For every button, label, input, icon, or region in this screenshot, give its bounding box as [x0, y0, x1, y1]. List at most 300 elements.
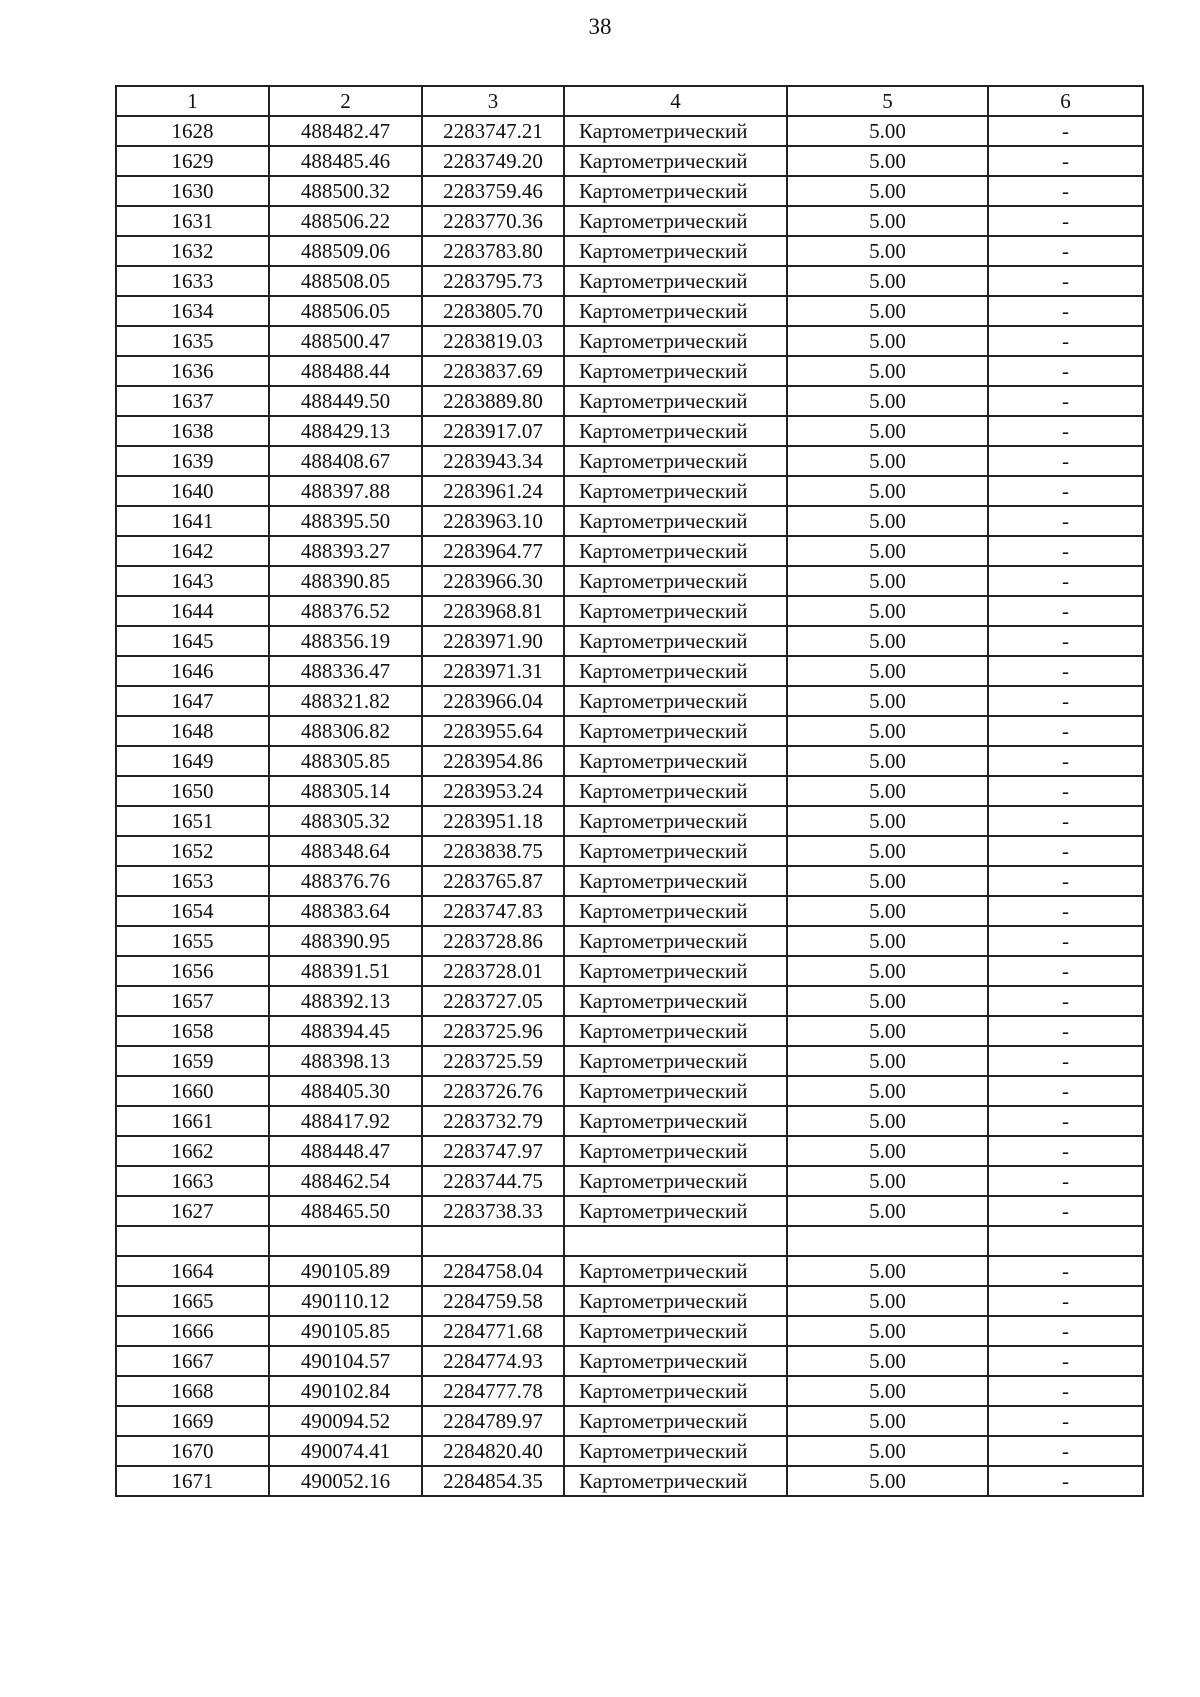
note-cell: - [988, 266, 1143, 296]
x-coordinate-cell: 488392.13 [269, 986, 422, 1016]
point-number-cell: 1659 [116, 1046, 269, 1076]
y-coordinate-cell: 2283725.96 [422, 1016, 564, 1046]
note-cell: - [988, 146, 1143, 176]
method-cell: Картометрический [564, 566, 787, 596]
point-number-cell: 1664 [116, 1256, 269, 1286]
note-cell: - [988, 776, 1143, 806]
accuracy-cell: 5.00 [787, 326, 988, 356]
note-cell: - [988, 506, 1143, 536]
note-cell: - [988, 926, 1143, 956]
method-cell: Картометрический [564, 1136, 787, 1166]
y-coordinate-cell: 2283728.01 [422, 956, 564, 986]
accuracy-cell: 5.00 [787, 386, 988, 416]
accuracy-cell: 5.00 [787, 1286, 988, 1316]
point-number-cell: 1650 [116, 776, 269, 806]
accuracy-cell: 5.00 [787, 1106, 988, 1136]
note-cell: - [988, 1316, 1143, 1346]
x-coordinate-cell: 488508.05 [269, 266, 422, 296]
point-number-cell: 1640 [116, 476, 269, 506]
accuracy-cell: 5.00 [787, 206, 988, 236]
table-row [116, 716, 1143, 746]
point-number-cell: 1658 [116, 1016, 269, 1046]
table-row [116, 536, 1143, 566]
method-cell: Картометрический [564, 896, 787, 926]
note-cell: - [988, 686, 1143, 716]
x-coordinate-cell: 488395.50 [269, 506, 422, 536]
x-coordinate-cell: 490104.57 [269, 1346, 422, 1376]
note-cell: - [988, 326, 1143, 356]
method-cell: Картометрический [564, 926, 787, 956]
x-coordinate-cell: 488488.44 [269, 356, 422, 386]
table-row [116, 356, 1143, 386]
accuracy-cell: 5.00 [787, 1466, 988, 1496]
accuracy-cell: 5.00 [787, 836, 988, 866]
x-coordinate-cell: 488305.85 [269, 746, 422, 776]
table-row [116, 686, 1143, 716]
y-coordinate-cell: 2283732.79 [422, 1106, 564, 1136]
x-coordinate-cell: 490094.52 [269, 1406, 422, 1436]
x-coordinate-cell: 488391.51 [269, 956, 422, 986]
header-cell: 6 [988, 86, 1143, 116]
x-coordinate-cell: 488336.47 [269, 656, 422, 686]
y-coordinate-cell: 2283951.18 [422, 806, 564, 836]
note-cell: - [988, 566, 1143, 596]
method-cell: Картометрический [564, 956, 787, 986]
point-number-cell: 1632 [116, 236, 269, 266]
note-cell: - [988, 1046, 1143, 1076]
accuracy-cell: 5.00 [787, 776, 988, 806]
point-number-cell: 1633 [116, 266, 269, 296]
table-row [116, 866, 1143, 896]
table-row [116, 266, 1143, 296]
method-cell: Картометрический [564, 1166, 787, 1196]
note-cell: - [988, 116, 1143, 146]
method-cell: Картометрический [564, 326, 787, 356]
y-coordinate-cell: 2283968.81 [422, 596, 564, 626]
accuracy-cell: 5.00 [787, 596, 988, 626]
y-coordinate-cell: 2283783.80 [422, 236, 564, 266]
y-coordinate-cell: 2283838.75 [422, 836, 564, 866]
x-coordinate-cell: 488394.45 [269, 1016, 422, 1046]
x-coordinate-cell: 488305.32 [269, 806, 422, 836]
point-number-cell: 1646 [116, 656, 269, 686]
note-cell: - [988, 356, 1143, 386]
table-row [116, 176, 1143, 206]
accuracy-cell: 5.00 [787, 1316, 988, 1346]
table-row [116, 1136, 1143, 1166]
table-row [116, 416, 1143, 446]
method-cell: Картометрический [564, 836, 787, 866]
method-cell: Картометрический [564, 296, 787, 326]
method-cell: Картометрический [564, 416, 787, 446]
y-coordinate-cell: 2283953.24 [422, 776, 564, 806]
y-coordinate-cell: 2283837.69 [422, 356, 564, 386]
method-cell: Картометрический [564, 1076, 787, 1106]
accuracy-cell: 5.00 [787, 566, 988, 596]
x-coordinate-cell: 488465.50 [269, 1196, 422, 1226]
note-cell: - [988, 896, 1143, 926]
table-row [116, 326, 1143, 356]
coordinates-table-body [116, 86, 1143, 1496]
x-coordinate-cell: 488305.14 [269, 776, 422, 806]
note-cell: - [988, 536, 1143, 566]
method-cell: Картометрический [564, 506, 787, 536]
table-row [116, 146, 1143, 176]
point-number-cell: 1652 [116, 836, 269, 866]
table-row [116, 1436, 1143, 1466]
x-coordinate-cell: 488321.82 [269, 686, 422, 716]
method-cell: Картометрический [564, 656, 787, 686]
y-coordinate-cell: 2283971.90 [422, 626, 564, 656]
point-number-cell: 1628 [116, 116, 269, 146]
table-row [116, 1196, 1143, 1226]
x-coordinate-cell: 488449.50 [269, 386, 422, 416]
accuracy-cell: 5.00 [787, 1256, 988, 1286]
point-number-cell: 1642 [116, 536, 269, 566]
method-cell: Картометрический [564, 1436, 787, 1466]
note-cell: - [988, 956, 1143, 986]
y-coordinate-cell: 2283747.97 [422, 1136, 564, 1166]
note-cell: - [988, 1016, 1143, 1046]
table-row [116, 596, 1143, 626]
table-row [116, 1016, 1143, 1046]
point-number-cell: 1638 [116, 416, 269, 446]
note-cell: - [988, 746, 1143, 776]
point-number-cell: 1641 [116, 506, 269, 536]
point-number-cell: 1667 [116, 1346, 269, 1376]
x-coordinate-cell: 488506.05 [269, 296, 422, 326]
method-cell: Картометрический [564, 116, 787, 146]
table-row [116, 1316, 1143, 1346]
method-cell: Картометрический [564, 266, 787, 296]
note-cell: - [988, 176, 1143, 206]
accuracy-cell: 5.00 [787, 146, 988, 176]
table-header-row [116, 86, 1143, 116]
y-coordinate-cell: 2284789.97 [422, 1406, 564, 1436]
method-cell [564, 1226, 787, 1256]
point-number-cell: 1663 [116, 1166, 269, 1196]
table-row [116, 626, 1143, 656]
y-coordinate-cell [422, 1226, 564, 1256]
table-row [116, 1076, 1143, 1106]
point-number-cell: 1645 [116, 626, 269, 656]
method-cell: Картометрический [564, 446, 787, 476]
x-coordinate-cell: 488390.95 [269, 926, 422, 956]
table-row [116, 236, 1143, 266]
note-cell: - [988, 236, 1143, 266]
note-cell: - [988, 476, 1143, 506]
note-cell: - [988, 1076, 1143, 1106]
y-coordinate-cell: 2283889.80 [422, 386, 564, 416]
x-coordinate-cell: 488348.64 [269, 836, 422, 866]
method-cell: Картометрический [564, 686, 787, 716]
note-cell: - [988, 986, 1143, 1016]
table-row [116, 206, 1143, 236]
x-coordinate-cell: 488376.52 [269, 596, 422, 626]
point-number-cell: 1643 [116, 566, 269, 596]
y-coordinate-cell: 2283966.30 [422, 566, 564, 596]
method-cell: Картометрический [564, 176, 787, 206]
y-coordinate-cell: 2284758.04 [422, 1256, 564, 1286]
y-coordinate-cell: 2284854.35 [422, 1466, 564, 1496]
point-number-cell: 1655 [116, 926, 269, 956]
note-cell [988, 1226, 1143, 1256]
accuracy-cell: 5.00 [787, 1196, 988, 1226]
page-number: 38 [588, 14, 612, 39]
method-cell: Картометрический [564, 1196, 787, 1226]
method-cell: Картометрический [564, 476, 787, 506]
table-row [116, 506, 1143, 536]
point-number-cell: 1665 [116, 1286, 269, 1316]
x-coordinate-cell: 488356.19 [269, 626, 422, 656]
table-row [116, 1046, 1143, 1076]
method-cell: Картометрический [564, 146, 787, 176]
point-number-cell: 1668 [116, 1376, 269, 1406]
header-cell: 1 [116, 86, 269, 116]
accuracy-cell: 5.00 [787, 1346, 988, 1376]
y-coordinate-cell: 2283954.86 [422, 746, 564, 776]
table-row [116, 566, 1143, 596]
accuracy-cell: 5.00 [787, 296, 988, 326]
accuracy-cell: 5.00 [787, 356, 988, 386]
accuracy-cell: 5.00 [787, 1436, 988, 1466]
accuracy-cell: 5.00 [787, 116, 988, 146]
note-cell: - [988, 866, 1143, 896]
point-number-cell: 1648 [116, 716, 269, 746]
table-row [116, 806, 1143, 836]
method-cell: Картометрический [564, 1286, 787, 1316]
note-cell: - [988, 386, 1143, 416]
table-row [116, 776, 1143, 806]
accuracy-cell: 5.00 [787, 1136, 988, 1166]
y-coordinate-cell: 2284759.58 [422, 1286, 564, 1316]
method-cell: Картометрический [564, 1016, 787, 1046]
point-number-cell: 1661 [116, 1106, 269, 1136]
accuracy-cell: 5.00 [787, 446, 988, 476]
note-cell: - [988, 206, 1143, 236]
method-cell: Картометрический [564, 206, 787, 236]
accuracy-cell: 5.00 [787, 656, 988, 686]
note-cell: - [988, 626, 1143, 656]
header-cell: 5 [787, 86, 988, 116]
point-number-cell: 1644 [116, 596, 269, 626]
table-row [116, 476, 1143, 506]
x-coordinate-cell: 488408.67 [269, 446, 422, 476]
accuracy-cell: 5.00 [787, 506, 988, 536]
note-cell: - [988, 1436, 1143, 1466]
table-row [116, 1346, 1143, 1376]
method-cell: Картометрический [564, 986, 787, 1016]
note-cell: - [988, 656, 1143, 686]
method-cell: Картометрический [564, 386, 787, 416]
point-number-cell: 1662 [116, 1136, 269, 1166]
coordinates-table [115, 85, 1144, 1497]
note-cell: - [988, 1166, 1143, 1196]
table-row [116, 1226, 1143, 1256]
y-coordinate-cell: 2283770.36 [422, 206, 564, 236]
accuracy-cell: 5.00 [787, 716, 988, 746]
y-coordinate-cell: 2283749.20 [422, 146, 564, 176]
accuracy-cell: 5.00 [787, 866, 988, 896]
point-number-cell: 1670 [116, 1436, 269, 1466]
x-coordinate-cell: 490110.12 [269, 1286, 422, 1316]
point-number-cell: 1660 [116, 1076, 269, 1106]
x-coordinate-cell: 488390.85 [269, 566, 422, 596]
table-row [116, 896, 1143, 926]
table-row [116, 446, 1143, 476]
accuracy-cell: 5.00 [787, 926, 988, 956]
point-number-cell: 1647 [116, 686, 269, 716]
accuracy-cell [787, 1226, 988, 1256]
method-cell: Картометрический [564, 1316, 787, 1346]
accuracy-cell: 5.00 [787, 236, 988, 266]
header-cell: 3 [422, 86, 564, 116]
y-coordinate-cell: 2284777.78 [422, 1376, 564, 1406]
point-number-cell: 1649 [116, 746, 269, 776]
accuracy-cell: 5.00 [787, 1406, 988, 1436]
accuracy-cell: 5.00 [787, 626, 988, 656]
point-number-cell: 1656 [116, 956, 269, 986]
method-cell: Картометрический [564, 1466, 787, 1496]
method-cell: Картометрический [564, 866, 787, 896]
y-coordinate-cell: 2283725.59 [422, 1046, 564, 1076]
accuracy-cell: 5.00 [787, 1166, 988, 1196]
accuracy-cell: 5.00 [787, 266, 988, 296]
point-number-cell: 1651 [116, 806, 269, 836]
point-number-cell: 1636 [116, 356, 269, 386]
note-cell: - [988, 1346, 1143, 1376]
note-cell: - [988, 806, 1143, 836]
point-number-cell: 1635 [116, 326, 269, 356]
note-cell: - [988, 1196, 1143, 1226]
method-cell: Картометрический [564, 626, 787, 656]
y-coordinate-cell: 2283955.64 [422, 716, 564, 746]
x-coordinate-cell: 488485.46 [269, 146, 422, 176]
x-coordinate-cell [269, 1226, 422, 1256]
note-cell: - [988, 1286, 1143, 1316]
note-cell: - [988, 716, 1143, 746]
point-number-cell: 1657 [116, 986, 269, 1016]
point-number-cell: 1654 [116, 896, 269, 926]
point-number-cell: 1666 [116, 1316, 269, 1346]
table-row [116, 1286, 1143, 1316]
note-cell: - [988, 446, 1143, 476]
y-coordinate-cell: 2283966.04 [422, 686, 564, 716]
point-number-cell: 1627 [116, 1196, 269, 1226]
y-coordinate-cell: 2283728.86 [422, 926, 564, 956]
table-row [116, 836, 1143, 866]
y-coordinate-cell: 2283747.83 [422, 896, 564, 926]
table-row [116, 956, 1143, 986]
table-row [116, 986, 1143, 1016]
method-cell: Картометрический [564, 776, 787, 806]
x-coordinate-cell: 490102.84 [269, 1376, 422, 1406]
table-row [116, 1406, 1143, 1436]
method-cell: Картометрический [564, 806, 787, 836]
method-cell: Картометрический [564, 536, 787, 566]
y-coordinate-cell: 2283964.77 [422, 536, 564, 566]
x-coordinate-cell: 488405.30 [269, 1076, 422, 1106]
note-cell: - [988, 416, 1143, 446]
method-cell: Картометрический [564, 1256, 787, 1286]
y-coordinate-cell: 2283971.31 [422, 656, 564, 686]
header-cell: 4 [564, 86, 787, 116]
accuracy-cell: 5.00 [787, 416, 988, 446]
accuracy-cell: 5.00 [787, 746, 988, 776]
table-row [116, 1166, 1143, 1196]
note-cell: - [988, 596, 1143, 626]
table-row [116, 1106, 1143, 1136]
table-row [116, 386, 1143, 416]
x-coordinate-cell: 488397.88 [269, 476, 422, 506]
table-row [116, 1466, 1143, 1496]
y-coordinate-cell: 2284771.68 [422, 1316, 564, 1346]
x-coordinate-cell: 488500.47 [269, 326, 422, 356]
note-cell: - [988, 1406, 1143, 1436]
x-coordinate-cell: 490105.85 [269, 1316, 422, 1346]
table-row [116, 1376, 1143, 1406]
note-cell: - [988, 836, 1143, 866]
note-cell: - [988, 1376, 1143, 1406]
point-number-cell: 1653 [116, 866, 269, 896]
x-coordinate-cell: 488448.47 [269, 1136, 422, 1166]
accuracy-cell: 5.00 [787, 176, 988, 206]
x-coordinate-cell: 488383.64 [269, 896, 422, 926]
method-cell: Картометрический [564, 1106, 787, 1136]
y-coordinate-cell: 2283744.75 [422, 1166, 564, 1196]
x-coordinate-cell: 488398.13 [269, 1046, 422, 1076]
y-coordinate-cell: 2283738.33 [422, 1196, 564, 1226]
accuracy-cell: 5.00 [787, 1076, 988, 1106]
x-coordinate-cell: 488482.47 [269, 116, 422, 146]
y-coordinate-cell: 2283819.03 [422, 326, 564, 356]
x-coordinate-cell: 490052.16 [269, 1466, 422, 1496]
accuracy-cell: 5.00 [787, 536, 988, 566]
method-cell: Картометрический [564, 746, 787, 776]
y-coordinate-cell: 2283917.07 [422, 416, 564, 446]
accuracy-cell: 5.00 [787, 1376, 988, 1406]
note-cell: - [988, 1256, 1143, 1286]
y-coordinate-cell: 2283759.46 [422, 176, 564, 206]
y-coordinate-cell: 2283726.76 [422, 1076, 564, 1106]
accuracy-cell: 5.00 [787, 896, 988, 926]
x-coordinate-cell: 488462.54 [269, 1166, 422, 1196]
x-coordinate-cell: 490074.41 [269, 1436, 422, 1466]
x-coordinate-cell: 488429.13 [269, 416, 422, 446]
x-coordinate-cell: 488376.76 [269, 866, 422, 896]
accuracy-cell: 5.00 [787, 686, 988, 716]
y-coordinate-cell: 2284820.40 [422, 1436, 564, 1466]
point-number-cell: 1639 [116, 446, 269, 476]
y-coordinate-cell: 2283795.73 [422, 266, 564, 296]
point-number-cell: 1669 [116, 1406, 269, 1436]
accuracy-cell: 5.00 [787, 1046, 988, 1076]
x-coordinate-cell: 490105.89 [269, 1256, 422, 1286]
point-number-cell: 1631 [116, 206, 269, 236]
x-coordinate-cell: 488306.82 [269, 716, 422, 746]
table-row [116, 656, 1143, 686]
point-number-cell: 1637 [116, 386, 269, 416]
note-cell: - [988, 1136, 1143, 1166]
table-row [116, 1256, 1143, 1286]
accuracy-cell: 5.00 [787, 476, 988, 506]
header-cell: 2 [269, 86, 422, 116]
note-cell: - [988, 296, 1143, 326]
method-cell: Картометрический [564, 716, 787, 746]
table-row [116, 116, 1143, 146]
accuracy-cell: 5.00 [787, 1016, 988, 1046]
method-cell: Картометрический [564, 356, 787, 386]
